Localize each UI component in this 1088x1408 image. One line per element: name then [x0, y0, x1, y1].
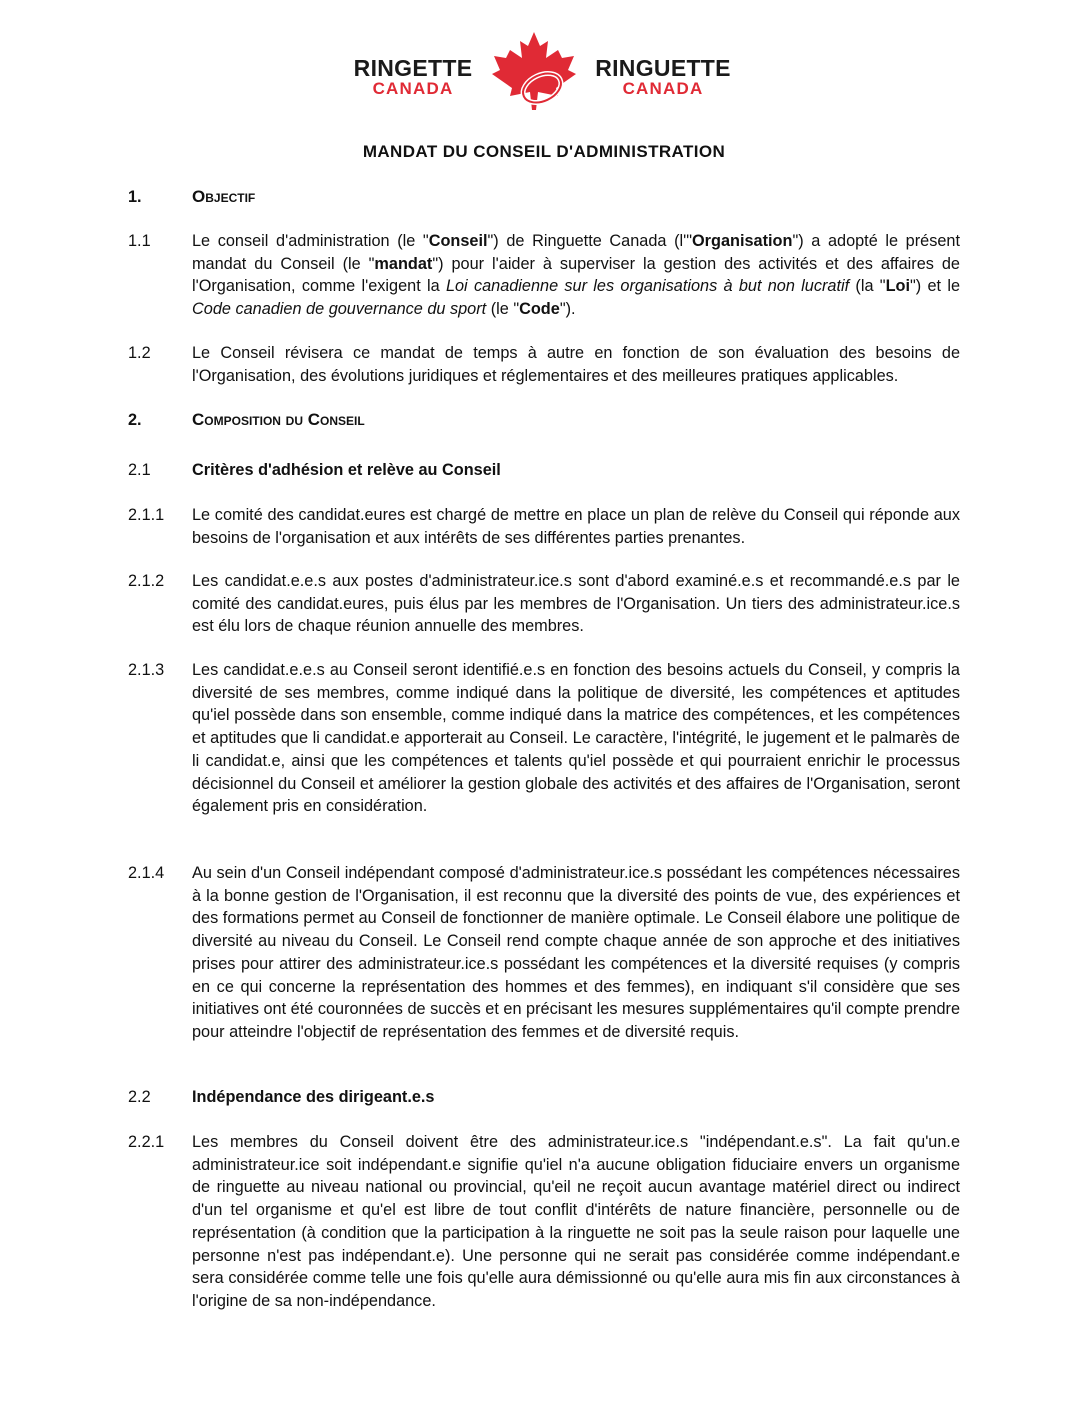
logo-left-word: RINGETTE [353, 55, 473, 81]
text-run: ") et le [910, 277, 961, 296]
defined-term: Conseil [428, 232, 488, 250]
section-title: Objectif [192, 187, 256, 206]
paragraph-number: 1.1 [128, 232, 151, 250]
paragraph-text: Le comité des candidat.eures est chargé de mettre en place un plan de relève du Conseil qui réponde aux besoins de l'organisation et aux intérêts de ses différentes parties prenantes. [192, 506, 960, 547]
paragraph-number: 2.1.4 [128, 864, 165, 882]
logo-right-sub: CANADA [622, 79, 704, 98]
subsection-title: Indépendance des dirigeant.e.s [192, 1088, 435, 1106]
defined-term: Code [519, 300, 560, 319]
section-number: 2. [128, 411, 142, 429]
logo-left-sub: CANADA [372, 79, 454, 98]
paragraph-number: 1.2 [128, 344, 151, 362]
section-number: 1. [128, 188, 142, 206]
law-title: Loi canadienne sur les organisations à but non lucratif [445, 277, 850, 296]
paragraph-text: Les candidat.e.e.s au Conseil seront identifié.e.s en fonction des besoins actuels du Conseil, y compris la diversité de ses membres, comme indiqué dans la politique de diversité, les compétences et aptitudes qu'iel possède dans son ensemble, comme indiqué dans la matrice des compétences, et les compétences et aptitudes que li candidat.e apporterait au Conseil. Le caractère, l'intégrité, le jugement et le palmarès de li candidat.e, ainsi que les compétences et talents qu'iel possède et qui pourraient enrichir le processus décisionnel du Conseil et améliorer la gestion globale des activités et des affaires de l'Organisation, seront également pris en considération. [192, 661, 960, 816]
text-run: ") pour l'aider à superviser la gestion des activités et des affaires de l'Organisation, comme l'exigent la [192, 254, 960, 296]
paragraph-number: 2.2.1 [128, 1133, 165, 1151]
paragraph-number: 2.1.2 [128, 572, 165, 590]
document-title: MANDAT DU CONSEIL D'ADMINISTRATION [362, 142, 726, 161]
text-run: ") de Ringuette Canada (l'" [487, 232, 693, 250]
paragraph-number: 2.1.3 [128, 661, 165, 679]
paragraph-text [192, 230, 960, 321]
text-run: ") a adopté le présent mandat du Conseil (le " [192, 232, 960, 273]
defined-term: mandat [374, 254, 433, 273]
logo-english-wordmark [346, 56, 480, 98]
text-run: (le " [486, 300, 520, 319]
text-run: "). [559, 300, 576, 319]
subsection-title: Critères d'adhésion et relève au Conseil [192, 461, 501, 479]
subsection-number: 2.1 [128, 461, 151, 479]
defined-term: Loi [885, 277, 910, 296]
paragraph-number: 2.1.1 [128, 506, 165, 524]
paragraph-text: Les candidat.e.e.s aux postes d'administrateur.ice.s sont d'abord examiné.e.s et recommandé.e.s par le comité des candidat.eures, puis élus par les membres de l'Organisation. Un tiers des administrateur.ice.s est élu lors de chaque réunion annuelle des membres. [192, 572, 960, 636]
paragraph-text: Au sein d'un Conseil indépendant composé d'administrateur.ice.s possédant les compétences nécessaires à la bonne gestion de l'Organisation, il est reconnu que la diversité des points de vue, des expériences et des formations permet au Conseil de fonctionner de manière optimale. Le Conseil élabore une politique de diversité au niveau du Conseil. Le Conseil rend compte chaque année de son approche et des initiatives prises pour attirer des administrateur.ice.s possédant les compétences et la diversité requises (y compris en ce qui concerne la représentation des hommes et des femmes), en indiquant s'il considère que ses initiatives ont été couronnées de succès et en précisant les mesures supplémentaires qu'il compte prendre pour atteindre l'objectif de représentation des femmes et de diversité requis. [192, 864, 960, 1041]
defined-term: Organisation [692, 232, 793, 250]
ringette-canada-logo [0, 30, 1088, 112]
code-title: Code canadien de gouvernance du sport [192, 300, 487, 319]
subsection-number: 2.2 [128, 1088, 151, 1106]
paragraph-text: Le Conseil révisera ce mandat de temps à autre en fonction de son évaluation des besoins de l'Organisation, des évolutions juridiques et réglementaires et des meilleures pratiques applicables. [192, 344, 960, 385]
text-run: (la " [849, 277, 886, 296]
logo-french-wordmark [586, 56, 740, 98]
logo-right-word: RINGUETTE [595, 55, 731, 81]
maple-leaf-ring-icon [486, 30, 582, 112]
paragraph-text: Les membres du Conseil doivent être des administrateur.ice.s "indépendant.e.s". La fait qu'un.e administrateur.ice soit indépendant.e signifie qu'iel n'a aucune obligation fiduciaire envers un organisme de ringuette au niveau national ou provincial, qu'eil ne reçoit aucun avantage matériel direct ou indirect d'un tel organisme et qu'el est libre de tout conflit d'intérêts de nature financière, personnelle ou de représentation (à condition que la participation à la ringuette ne soit pas la seule raison pour laquelle une personne n'est pas indépendant.e). Une personne qui ne serait pas considérée comme indépendant.e sera considérée comme telle une fois qu'elle aura démissionné ou qu'elle aura mis fin aux circonstances à l'origine de sa non-indépendance. [192, 1133, 960, 1310]
section-title: Composition du Conseil [192, 410, 365, 429]
text-run: Le conseil d'administration (le " [192, 232, 429, 250]
